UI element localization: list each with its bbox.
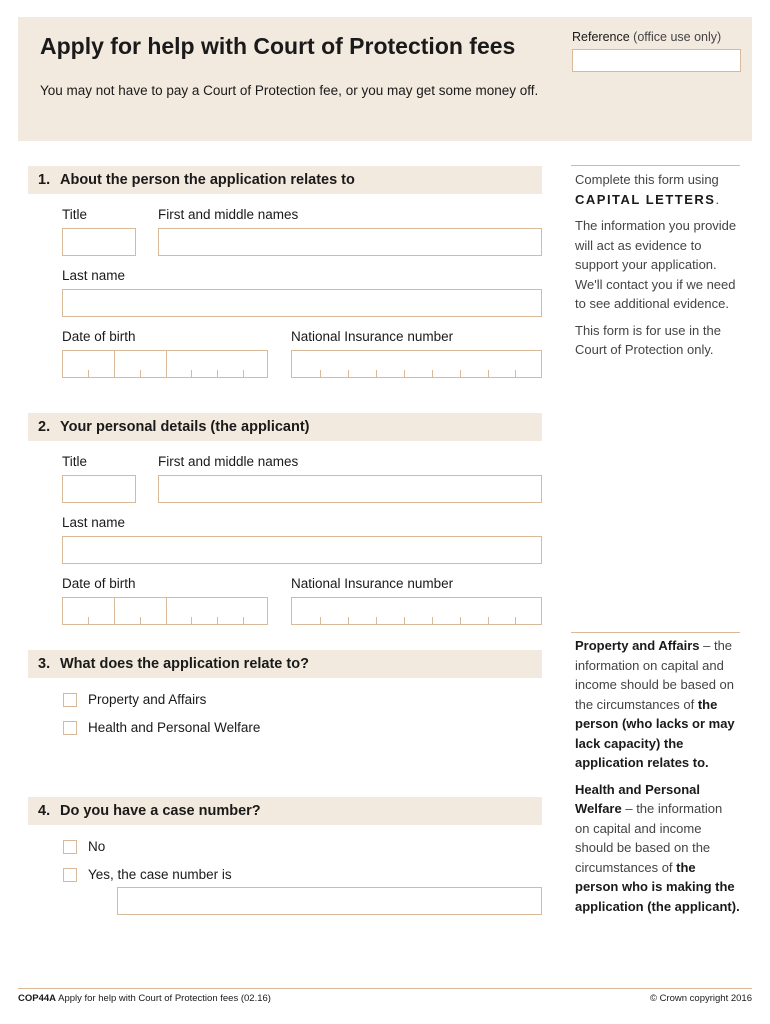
footer-rule	[18, 988, 752, 989]
reference-field[interactable]	[572, 49, 741, 72]
s2-first-names-field[interactable]	[158, 475, 542, 503]
s2-ni-label: National Insurance number	[291, 576, 454, 591]
section-2-heading: 2. Your personal details (the applicant)	[28, 413, 542, 441]
s1-ni-field[interactable]	[291, 350, 542, 378]
s1-ni-label: National Insurance number	[291, 329, 454, 344]
sidebar-2-rule	[571, 632, 740, 633]
s2-ni-field[interactable]	[291, 597, 542, 625]
s2-last-name-label: Last name	[62, 515, 126, 530]
s1-first-names-label: First and middle names	[158, 207, 299, 222]
sidebar-1-notes: Complete this form using CAPITAL LETTERS. The information you provide will act as evidence to support your application. We'll contact you if we need to see additional evidence. This form is for use in the Court of Protection only.	[575, 172, 737, 357]
property-affairs-checkbox[interactable]	[63, 693, 77, 707]
s2-last-name-field[interactable]	[62, 536, 542, 564]
health-welfare-label: Health and Personal Welfare	[88, 720, 261, 735]
sidebar-2-notes: Property and Affairs – the information on capital and income should be based on the circumstances of the person (who lacks or may lack capacity) the application relates to. Health and Personal Welfare – the information on capital and income should be based on the circumstances of the person who is making the application (the applicant).	[575, 638, 740, 914]
section-1-heading: 1. About the person the application relates to	[28, 166, 542, 194]
case-number-no-label: No	[88, 839, 106, 854]
s2-title-label: Title	[62, 454, 88, 469]
reference-label: Reference (office use only)	[572, 30, 722, 44]
s1-dob-field[interactable]	[62, 350, 268, 378]
case-number-yes-label: Yes, the case number is	[88, 867, 232, 882]
footer-copyright: © Crown copyright 2016	[649, 993, 752, 1004]
s1-first-names-field[interactable]	[158, 228, 542, 256]
s1-title-field[interactable]	[62, 228, 136, 256]
s2-first-names-label: First and middle names	[158, 454, 299, 469]
form-title: Apply for help with Court of Protection fees	[40, 33, 516, 59]
case-number-yes-checkbox[interactable]	[63, 868, 77, 882]
section-3-heading: 3. What does the application relate to?	[28, 650, 542, 678]
sidebar-1-rule	[571, 165, 740, 166]
s2-title-field[interactable]	[62, 475, 136, 503]
case-number-no-checkbox[interactable]	[63, 840, 77, 854]
section-4-heading: 4. Do you have a case number?	[28, 797, 542, 825]
health-welfare-checkbox[interactable]	[63, 721, 77, 735]
s1-dob-label: Date of birth	[62, 329, 136, 344]
s1-last-name-label: Last name	[62, 268, 126, 283]
case-number-field[interactable]	[117, 887, 542, 915]
s2-dob-label: Date of birth	[62, 576, 136, 591]
footer-form-code: COP44A Apply for help with Court of Protection fees (02.16)	[18, 993, 271, 1004]
form-subtitle: You may not have to pay a Court of Protection fee, or you may get some money off.	[40, 83, 539, 98]
property-affairs-label: Property and Affairs	[88, 692, 207, 707]
s1-title-label: Title	[62, 207, 88, 222]
s2-dob-field[interactable]	[62, 597, 268, 625]
s1-last-name-field[interactable]	[62, 289, 542, 317]
